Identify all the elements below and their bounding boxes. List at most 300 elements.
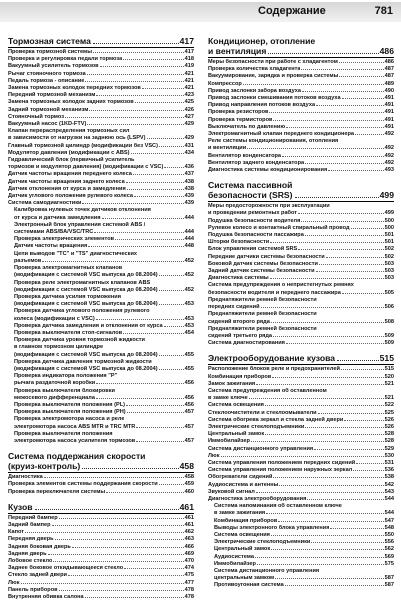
toc-entry — [208, 88, 394, 95]
section-title-cont: безопасности (SRS) — [208, 190, 293, 201]
leader-dots — [85, 81, 183, 82]
entry-title: Панель приборов — [8, 586, 58, 593]
entry-page: 522 — [384, 402, 394, 409]
toc-section — [208, 353, 394, 589]
leader-dots — [298, 249, 383, 250]
entry-title: Стеклоочистители и стеклоомыватели — [208, 409, 317, 416]
toc-entry — [8, 128, 194, 135]
toc-entry — [8, 515, 194, 522]
entry-title: Противоугонная система — [214, 582, 284, 589]
entry-page: 503 — [384, 260, 394, 267]
toc-entry — [8, 359, 194, 366]
entry-title: сидений третьего ряда — [208, 332, 273, 339]
leader-dots — [301, 69, 383, 70]
entry-page: 492 — [384, 131, 394, 138]
toc-entry — [208, 290, 394, 297]
leader-dots — [342, 293, 384, 294]
entry-page: 454 — [184, 329, 194, 336]
toc-entry — [208, 297, 394, 304]
entry-title: Проверка переключателя системы — [8, 488, 106, 495]
entry-page: 493 — [384, 167, 394, 174]
entry-title: рычага раздаточной коробки — [14, 380, 96, 387]
entry-title: безопасности водителя и переднего пассажира — [208, 289, 341, 296]
toc-entry — [8, 551, 194, 558]
entry-page: 525 — [384, 409, 394, 416]
leader-dots — [96, 319, 184, 320]
entry-title: Рычаг стояночного тормоза — [8, 70, 86, 77]
entry-title: Гидравлический блок (первичный усилитель — [8, 157, 135, 164]
leader-dots — [270, 278, 384, 279]
leader-dots — [221, 456, 384, 457]
leader-dots — [59, 518, 184, 519]
entry-title: Комбинация приборов — [214, 517, 278, 524]
leader-dots — [311, 542, 383, 543]
entry-page: 501 — [384, 239, 394, 246]
entry-title: Датчик частоты вращения — [14, 243, 88, 250]
toc-entry — [208, 124, 394, 131]
section-title-row — [208, 46, 394, 56]
leader-dots — [273, 477, 383, 478]
section-title-cont: и вентиляция — [208, 46, 267, 56]
entry-page: 521 — [384, 380, 394, 387]
entry-page: 437 — [184, 171, 194, 178]
leader-dots — [307, 499, 383, 500]
toc-entry — [8, 99, 194, 106]
entry-title: Проверка количества хладагента — [208, 66, 301, 73]
entry-title: Датчик частоты вращения заднего колеса — [8, 178, 125, 185]
toc-entry — [208, 66, 394, 73]
entry-page: 491 — [384, 123, 394, 130]
leader-dots — [42, 261, 183, 262]
entry-title: Система освещения — [208, 402, 264, 409]
leader-dots — [100, 66, 184, 67]
entry-title: Проверка термисторов — [208, 116, 273, 123]
leader-dots — [285, 585, 384, 586]
section-rule — [208, 201, 394, 202]
section-page: 499 — [379, 190, 394, 201]
leader-dots — [278, 521, 383, 522]
toc-entry — [208, 582, 394, 589]
leader-dots — [266, 513, 383, 514]
entry-title: межосевого дифференциала — [14, 394, 95, 401]
entry-title: Проверка датчика углового положения рулевого — [14, 308, 150, 315]
toc-entry — [208, 489, 394, 496]
entry-title: Преднатяжители ремней безопасности — [208, 325, 317, 332]
leader-dots — [301, 221, 383, 222]
toc-section — [208, 36, 394, 174]
entry-page: 492 — [384, 145, 394, 152]
leader-dots — [316, 271, 384, 272]
toc-entry — [208, 153, 394, 160]
entry-title: Вентилятор конденсатора — [208, 152, 282, 159]
entry-title: и проведении ремонтных работ — [208, 210, 298, 217]
entry-title: Главный тормозной цилиндр (модификации без VSC) — [8, 142, 158, 149]
entry-page: 474 — [184, 565, 194, 572]
entry-title: Диагностика электрооборудования — [208, 495, 307, 502]
toc-entry — [8, 63, 194, 70]
entry-page: 502 — [384, 253, 394, 260]
leader-dots — [337, 360, 379, 361]
entry-page: 421 — [184, 77, 194, 84]
entry-title: Аудиосистема и антенны — [208, 481, 279, 488]
entry-title: электромотора насоса ABS MTR и TRC MTR — [14, 423, 136, 430]
toc-entry — [208, 73, 394, 80]
entry-title: Передний тормозной механизм — [8, 92, 96, 99]
entry-page: 502 — [384, 246, 394, 253]
entry-page: 457 — [184, 423, 194, 430]
entry-title: Передний бампер — [8, 514, 58, 521]
leader-dots — [342, 98, 384, 99]
toc-entry — [208, 453, 394, 460]
entry-title: Реле системы кондиционирования, отопления — [208, 138, 339, 145]
toc-entry — [208, 131, 394, 138]
toc-entry — [8, 164, 194, 171]
entry-page: 544 — [384, 495, 394, 502]
toc-entry — [8, 337, 194, 344]
entry-title: (модификация с системой VSC выпуска до 08.2004) — [14, 301, 158, 308]
toc-entry — [8, 474, 194, 481]
leader-dots — [353, 470, 383, 471]
toc-entry — [208, 474, 394, 481]
entry-title: колеса (модификации с VSC) — [14, 315, 95, 322]
entry-title: Вакуумный усилитель тормозов — [8, 63, 99, 70]
entry-title: Иммобилайзер — [208, 438, 250, 445]
section-page: 486 — [379, 46, 394, 56]
toc-entry — [8, 431, 194, 438]
toc-entry — [208, 311, 394, 318]
entry-page: 456 — [184, 380, 194, 387]
toc-entry — [8, 85, 194, 92]
toc-section — [8, 451, 194, 496]
leader-dots — [65, 117, 184, 118]
toc-entry — [208, 482, 394, 489]
entry-title: Проверка датчика давления тормозной жидкости — [14, 358, 152, 365]
entry-title: Задний датчик системы безопасности — [208, 268, 315, 275]
entry-page: 429 — [184, 121, 194, 128]
entry-page: 491 — [384, 95, 394, 102]
toc-entry — [208, 374, 394, 381]
entry-page: 542 — [384, 481, 394, 488]
toc-entry — [208, 417, 394, 424]
toc-entry — [208, 210, 394, 217]
leader-dots — [355, 134, 384, 135]
leader-dots — [251, 441, 384, 442]
entry-title: Проверка датчика уровня тормозной жидкости — [14, 337, 145, 344]
section-title: Система пассивной — [208, 180, 293, 191]
entry-title: передних сидений — [208, 304, 260, 311]
leader-dots — [279, 485, 383, 486]
entry-title: Система предупреждения об оставленном — [208, 387, 327, 394]
toc-entry — [8, 49, 194, 56]
entry-page: 506 — [384, 304, 394, 311]
entry-page: 489 — [384, 80, 394, 87]
entry-page: 475 — [184, 572, 194, 579]
toc-entry — [8, 558, 194, 565]
entry-title: Проверка датчика усилия торможения — [14, 293, 122, 300]
leader-dots — [257, 564, 384, 565]
section-title-row — [208, 353, 394, 363]
entry-page: 458 — [184, 474, 194, 481]
entry-page: 457 — [184, 409, 194, 416]
toc-entry — [208, 467, 394, 474]
leader-dots — [243, 84, 384, 85]
entry-title: Замена тормозных колодок задних тормозов — [8, 99, 134, 106]
entry-title: Модулятор давления (модификации с ABS) — [8, 149, 130, 156]
entry-title: Блок управления системой SRS — [208, 246, 298, 253]
entry-title: Проверка индикатора положения "P" — [14, 373, 118, 380]
entry-page: 491 — [384, 109, 394, 116]
entry-title: в главном тормозном цилиндре — [14, 344, 104, 351]
toc-entry — [8, 316, 194, 323]
toc-entry — [208, 554, 394, 561]
entry-page: 492 — [384, 152, 394, 159]
toc-entry — [208, 261, 394, 268]
entry-title: сидений второго ряда — [208, 318, 270, 325]
entry-page: 500 — [384, 224, 394, 231]
entry-page: 477 — [184, 579, 194, 586]
toc-entry — [8, 236, 194, 243]
toc-entry — [8, 265, 194, 272]
entry-title: Шторки безопасности — [208, 239, 270, 246]
toc-entry — [208, 282, 394, 289]
entry-page: 444 — [184, 214, 194, 221]
toc-entry — [208, 95, 394, 102]
toc-entry — [8, 565, 194, 572]
entry-title: Комбинация приборов — [208, 373, 272, 380]
leader-dots — [314, 449, 383, 450]
entry-title: Система напоминания об оставленном ключе — [214, 503, 342, 510]
toc-entry — [208, 232, 394, 239]
entry-page: 425 — [184, 99, 194, 106]
section-page: 461 — [179, 501, 194, 512]
toc-entry — [8, 56, 194, 63]
leader-dots — [305, 163, 384, 164]
entry-title: Лобовое стекло — [8, 558, 53, 564]
section-title-row — [8, 461, 194, 471]
entry-page: 418 — [184, 56, 194, 63]
entry-title: в замке зажигания — [214, 510, 266, 517]
leader-dots — [35, 509, 179, 510]
toc-entry — [208, 525, 394, 532]
entry-title: Система обогрева зеркал и стекла задней двери — [208, 416, 344, 423]
entry-page: 528 — [384, 431, 394, 438]
leader-dots — [282, 156, 384, 157]
entry-page: 490 — [384, 87, 394, 94]
entry-title: от курса и датчика замедления — [14, 214, 101, 221]
leader-dots — [159, 484, 184, 485]
section-page: 417 — [179, 36, 194, 46]
toc-entry — [208, 81, 394, 88]
leader-dots — [133, 174, 184, 175]
leader-dots — [298, 213, 384, 214]
toc-entry — [8, 150, 194, 157]
toc-entry — [208, 366, 394, 373]
entry-page: 452 — [184, 286, 194, 293]
toc-entry — [208, 239, 394, 246]
entry-title: Капот — [8, 529, 24, 536]
leader-dots — [48, 554, 184, 555]
leader-dots — [302, 91, 384, 92]
entry-title: Электронный блок управления системой ABS / — [14, 221, 146, 228]
leader-dots — [330, 528, 383, 529]
entry-page: 453 — [184, 301, 194, 308]
leader-dots — [159, 369, 184, 370]
entry-page: 491 — [384, 116, 394, 123]
toc-entry — [8, 373, 194, 380]
leader-dots — [295, 197, 379, 198]
entry-page: 419 — [184, 63, 194, 70]
entry-page: 461 — [184, 514, 194, 521]
toc-entry — [8, 207, 194, 214]
toc-entry — [208, 340, 394, 347]
entry-title: Подушка безопасности пассажира — [208, 232, 304, 239]
leader-dots — [159, 146, 184, 147]
entry-title: Стояночный тормоз — [8, 113, 64, 120]
entry-page: 515 — [384, 366, 394, 373]
entry-page: 459 — [184, 481, 194, 488]
entry-title: Датчик отклонения от курса и замедления — [8, 185, 126, 192]
entry-title: (модификация с системой VSC выпуска до 08.2004) — [14, 351, 158, 358]
leader-dots — [93, 43, 179, 44]
entry-page: 526 — [384, 423, 394, 430]
leader-dots — [269, 112, 383, 113]
entry-title: Привод заслонки смешивания потоков воздуха — [208, 95, 341, 102]
entry-page: 478 — [184, 594, 194, 601]
toc-entry — [8, 544, 194, 551]
entry-page: 547 — [384, 517, 394, 524]
entry-title: Задний бампер — [8, 521, 51, 528]
entry-page: 429 — [184, 135, 194, 142]
entry-page: 423 — [184, 92, 194, 99]
entry-page: 505 — [384, 289, 394, 296]
entry-title: Клапан перераспределения тормозных сил — [8, 128, 130, 135]
toc-entry — [208, 167, 394, 174]
toc-entry — [208, 138, 394, 145]
entry-page: 528 — [384, 438, 394, 445]
toc-entry — [208, 496, 394, 503]
leader-dots — [53, 561, 183, 562]
leader-dots — [271, 535, 384, 536]
entry-page: 569 — [384, 553, 394, 560]
toc-entry — [8, 143, 194, 150]
leader-dots — [339, 62, 384, 63]
leader-dots — [305, 427, 383, 428]
entry-page: 491 — [384, 102, 394, 109]
entry-title: Калибровка нулевых точек датчиков отклонения — [14, 207, 151, 214]
toc-entry — [8, 301, 194, 308]
entry-title: Люк — [8, 579, 20, 586]
entry-title: Люк — [208, 452, 220, 459]
section-title-row — [8, 502, 194, 512]
entry-title: и вентиляции — [208, 145, 247, 152]
entry-title: Датчик углового положения рулевого колеса — [8, 193, 133, 200]
entry-page: 421 — [184, 70, 194, 77]
header-page-number: 781 — [374, 5, 393, 17]
toc-entry — [208, 388, 394, 395]
section-rule — [8, 513, 194, 514]
entry-title: Преднатяжители ремней безопасности — [208, 296, 317, 303]
toc-entry — [8, 280, 194, 287]
toc-entry — [8, 287, 194, 294]
entry-page: 436 — [184, 164, 194, 171]
leader-dots — [82, 468, 178, 469]
entry-page: 444 — [184, 229, 194, 236]
entry-page: 455 — [184, 351, 194, 358]
toc-entry — [8, 344, 194, 351]
leader-dots — [85, 597, 184, 598]
toc-entry — [208, 503, 394, 510]
toc-entry — [8, 409, 194, 416]
entry-page: 456 — [184, 401, 194, 408]
toc-entry — [8, 587, 194, 594]
leader-dots — [44, 477, 184, 478]
toc-entry — [208, 326, 394, 333]
entry-page: 455 — [184, 365, 194, 372]
leader-dots — [134, 196, 184, 197]
leader-dots — [351, 228, 384, 229]
leader-dots — [96, 398, 184, 399]
leader-dots — [286, 127, 384, 128]
leader-dots — [82, 203, 183, 204]
leader-dots — [131, 153, 184, 154]
toc-entry — [8, 366, 194, 373]
leader-dots — [106, 492, 184, 493]
toc-entry — [8, 522, 194, 529]
leader-dots — [356, 463, 383, 464]
toc-entry — [208, 225, 394, 232]
toc-entry — [8, 424, 194, 431]
entry-title: Преднатяжители ремней безопасности — [208, 311, 317, 318]
entry-page: 531 — [384, 459, 394, 466]
entry-title: Боковой датчик системы безопасности — [208, 260, 318, 267]
entry-page: 453 — [184, 315, 194, 322]
leader-dots — [142, 88, 184, 89]
toc-entry — [208, 438, 394, 445]
section-title: Кузов — [8, 501, 33, 512]
entry-page: 500 — [384, 217, 394, 224]
toc-entry — [208, 460, 394, 467]
leader-dots — [126, 182, 184, 183]
entry-page: 487 — [384, 66, 394, 73]
entry-title: Система диагностирования — [208, 340, 285, 347]
leader-dots — [270, 242, 384, 243]
entry-page: 492 — [384, 159, 394, 166]
toc-entry — [8, 580, 194, 587]
leader-dots — [52, 525, 184, 526]
toc-entry — [8, 572, 194, 579]
entry-title: Диагностика системы — [208, 275, 269, 282]
toc-entry — [8, 251, 194, 258]
entry-title: Система самодиагностики — [8, 200, 82, 207]
entry-title: Электромагнитный клапан переднего кондиционера — [208, 131, 355, 138]
toc-entry — [208, 160, 394, 167]
toc-entry — [208, 431, 394, 438]
entry-title: Проверка выключателя положения (PH) — [14, 409, 126, 416]
entry-title: (модификация с системой VSC выпуска до 08.2004) — [14, 286, 158, 293]
toc-entry — [208, 268, 394, 275]
entry-title: центральным замком — [214, 575, 275, 582]
entry-title: системами ABS/BA/VSC/TRC — [14, 229, 94, 236]
toc-entry — [208, 109, 394, 116]
entry-page: 503 — [384, 275, 394, 282]
entry-title: Центральный замок — [208, 431, 265, 438]
entry-page: 448 — [184, 243, 194, 250]
entry-title: Заднее боковое откидывающееся стекло — [8, 565, 124, 572]
entry-page: 444 — [184, 236, 194, 243]
toc-entry — [208, 546, 394, 553]
entry-title: Диагностика — [8, 474, 43, 481]
entry-page: 548 — [384, 524, 394, 531]
